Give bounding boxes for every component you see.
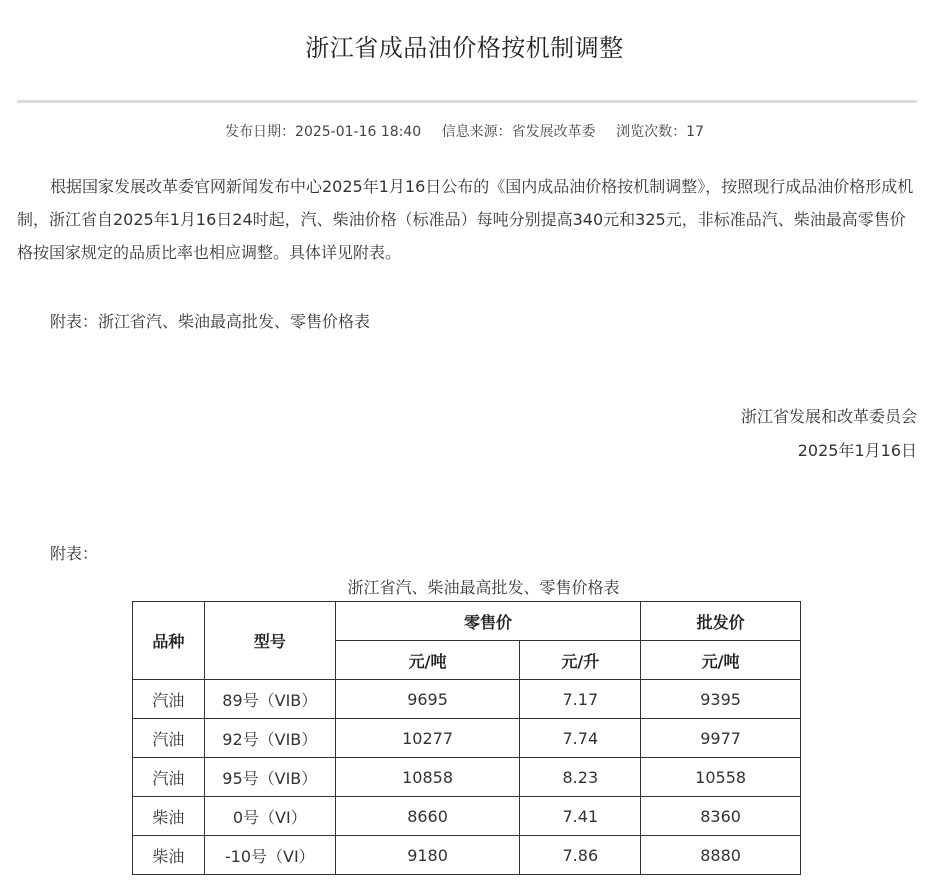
header-wholesale-ton: 元/吨	[641, 641, 801, 680]
header-retail-ton: 元/吨	[335, 641, 520, 680]
cell-variety: 汽油	[133, 758, 205, 797]
cell-retail-ton: 9180	[335, 836, 520, 875]
title-divider	[17, 100, 917, 103]
cell-retail-liter: 7.41	[520, 797, 641, 836]
page-title: 浙江省成品油价格按机制调整	[305, 34, 624, 62]
header-retail-liter: 元/升	[520, 641, 641, 680]
cell-retail-ton: 10858	[335, 758, 520, 797]
annex-line: 附表：浙江省汽、柴油最高批发、零售价格表	[50, 312, 371, 331]
info-source: 信息来源：省发展改革委	[441, 124, 596, 140]
view-count: 浏览次数：17	[616, 124, 704, 140]
table-row	[133, 758, 801, 797]
cell-model: 0号（VI）	[204, 797, 335, 836]
cell-wholesale-ton: 10558	[641, 758, 801, 797]
body-paragraph: 根据国家发展改革委官网新闻发布中心2025年1月16日公布的《国内成品油价格按机制调整》，按照现行成品油价格形成机制，浙江省自2025年1月16日24时起，汽、柴油价格（标准品）每吨分别提高340元和325元，非标准品汽、柴油最高零售价格按国家规定的品质比率也相应调整。具体详见附表。	[17, 177, 914, 262]
cell-variety: 柴油	[133, 836, 205, 875]
annex-label: 附表：	[50, 544, 99, 563]
cell-retail-liter: 7.17	[520, 680, 641, 719]
table-row	[133, 836, 801, 875]
table-row	[133, 680, 801, 719]
header-model: 型号	[204, 602, 335, 680]
price-table	[132, 601, 801, 875]
table-row	[133, 719, 801, 758]
header-retail: 零售价	[335, 602, 641, 641]
table-title: 浙江省汽、柴油最高批发、零售价格表	[347, 578, 620, 597]
cell-retail-liter: 7.86	[520, 836, 641, 875]
cell-retail-ton: 8660	[335, 797, 520, 836]
cell-variety: 汽油	[133, 680, 205, 719]
cell-wholesale-ton: 8880	[641, 836, 801, 875]
signature-org: 浙江省发展和改革委员会	[740, 407, 917, 426]
signature-date: 2025年1月16日	[797, 441, 917, 460]
article-meta	[0, 121, 929, 141]
publish-date: 发布日期：2025-01-16 18:40	[225, 124, 422, 140]
cell-variety: 柴油	[133, 797, 205, 836]
cell-wholesale-ton: 9977	[641, 719, 801, 758]
header-variety: 品种	[133, 602, 205, 680]
cell-variety: 汽油	[133, 719, 205, 758]
header-wholesale: 批发价	[641, 602, 801, 641]
table-row	[133, 797, 801, 836]
cell-retail-liter: 8.23	[520, 758, 641, 797]
cell-model: -10号（VI）	[204, 836, 335, 875]
cell-retail-liter: 7.74	[520, 719, 641, 758]
cell-wholesale-ton: 8360	[641, 797, 801, 836]
table-header-row	[133, 602, 801, 641]
cell-wholesale-ton: 9395	[641, 680, 801, 719]
cell-retail-ton: 9695	[335, 680, 520, 719]
cell-model: 92号（VIB）	[204, 719, 335, 758]
cell-model: 89号（VIB）	[204, 680, 335, 719]
cell-model: 95号（VIB）	[204, 758, 335, 797]
cell-retail-ton: 10277	[335, 719, 520, 758]
